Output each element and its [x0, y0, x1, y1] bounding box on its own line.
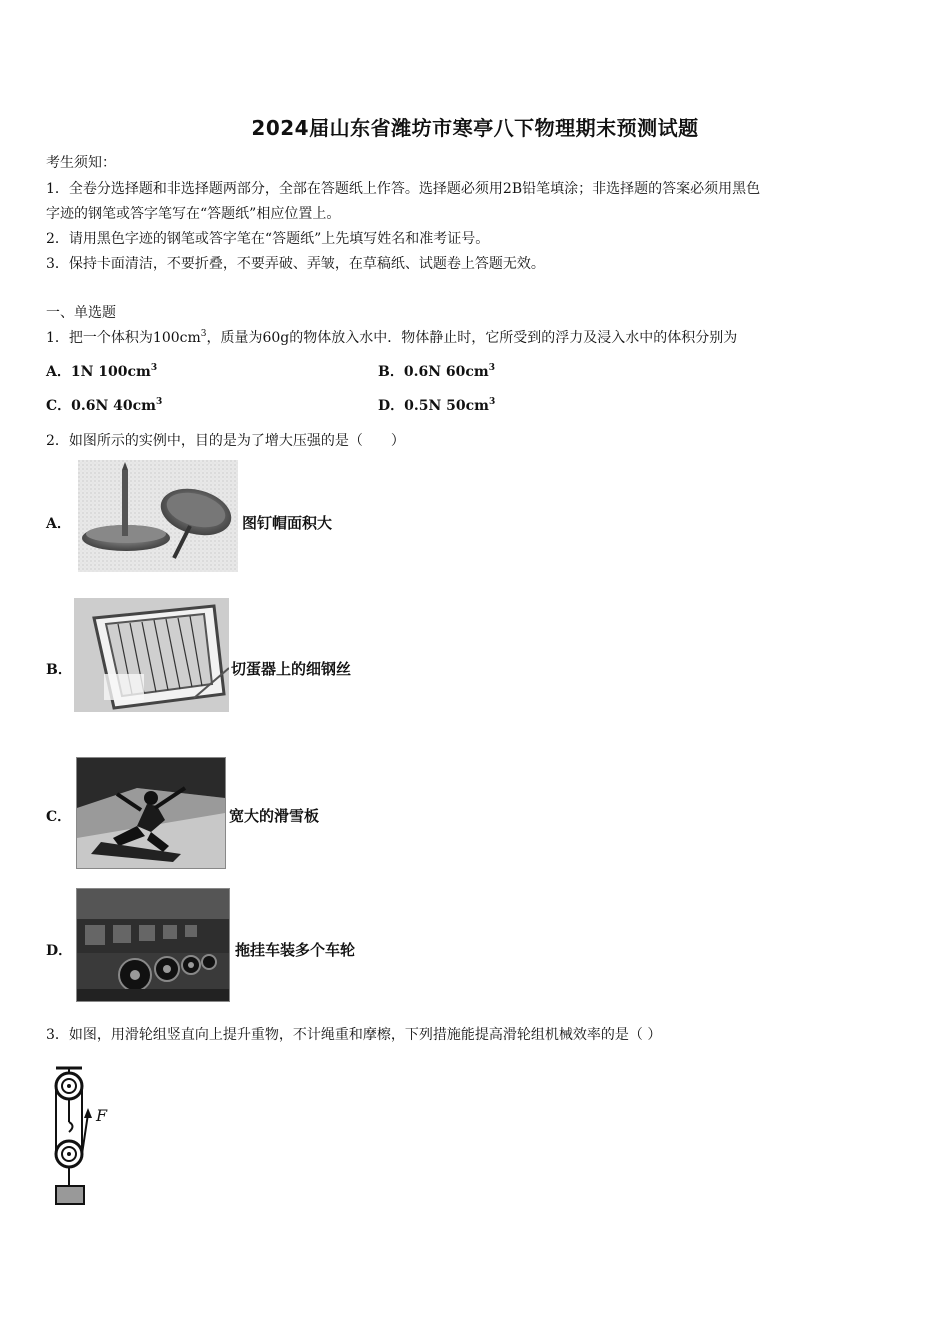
notice-item-3: 3．保持卡面清洁，不要折叠，不要弄破、弄皱，在草稿纸、试题卷上答题无效。: [46, 256, 545, 272]
notice-item-1-line-1: 1．全卷分选择题和非选择题两部分，全部在答题纸上作答。选择题必须用2B铅笔填涂；非选择题的答案必须用黑色: [46, 181, 761, 197]
question-1-stem: [46, 327, 737, 347]
superscript: 3: [200, 329, 207, 339]
superscript: 3: [150, 363, 158, 373]
question-1-option-c: [46, 395, 162, 415]
question-2-option-b-text: 切蛋器上的细钢丝: [231, 660, 352, 678]
question-1-option-b: [378, 361, 495, 381]
superscript: 3: [488, 363, 495, 373]
egg-slicer-image: [74, 598, 229, 712]
thumbtack-image: [78, 460, 238, 572]
question-2-option-c-letter: C．: [46, 809, 72, 825]
question-2-option-b-letter: B．: [46, 662, 72, 678]
snowboard-image: [76, 757, 226, 869]
page-title: 2024届山东省潍坊市寒亭八下物理期末预测试题: [251, 116, 699, 140]
question-1-option-b-text: B．0.6N 60cm: [378, 364, 489, 380]
question-2-option-a-text: 图钉帽面积大: [242, 514, 333, 532]
question-1-option-c-text: C．0.6N 40cm: [46, 398, 156, 414]
notice-heading: 考生须知：: [46, 155, 116, 171]
question-1-option-a: [46, 361, 157, 381]
question-2-option-d-letter: D．: [46, 943, 73, 959]
section-heading: 一、单选题: [46, 305, 116, 321]
superscript: 3: [489, 397, 496, 407]
question-1-option-d: [378, 395, 495, 415]
notice-item-1-line-2: 字迹的钢笔或答字笔写在“答题纸”相应位置上。: [46, 206, 341, 222]
question-1-option-a-text: A．1N 100cm: [46, 364, 151, 380]
question-2-option-a-letter: A．: [46, 516, 71, 532]
question-1-stem-part-1: 1．把一个体积为100cm: [46, 330, 201, 346]
question-2-stem: 2．如图所示的实例中，目的是为了增大压强的是（ ）: [46, 433, 405, 449]
pulley-diagram: [46, 1062, 126, 1212]
notice-item-2: 2．请用黑色字迹的钢笔或答字笔在“答题纸”上先填写姓名和准考证号。: [46, 231, 490, 247]
question-1-option-d-text: D．0.5N 50cm: [378, 398, 489, 414]
question-2-option-d-text: 拖挂车装多个车轮: [235, 941, 356, 959]
question-3-stem: 3．如图，用滑轮组竖直向上提升重物，不计绳重和摩檫，下列措施能提高滑轮组机械效率的是（ ）: [46, 1027, 662, 1043]
question-1-stem-part-2: ，质量为60g的物体放入水中．物体静止时，它所受到的浮力及浸入水中的体积分别为: [206, 330, 738, 346]
question-2-option-c-text: 宽大的滑雪板: [229, 807, 320, 825]
force-label: F: [96, 1106, 108, 1125]
trailer-wheels-image: [76, 888, 230, 1002]
superscript: 3: [156, 397, 163, 407]
